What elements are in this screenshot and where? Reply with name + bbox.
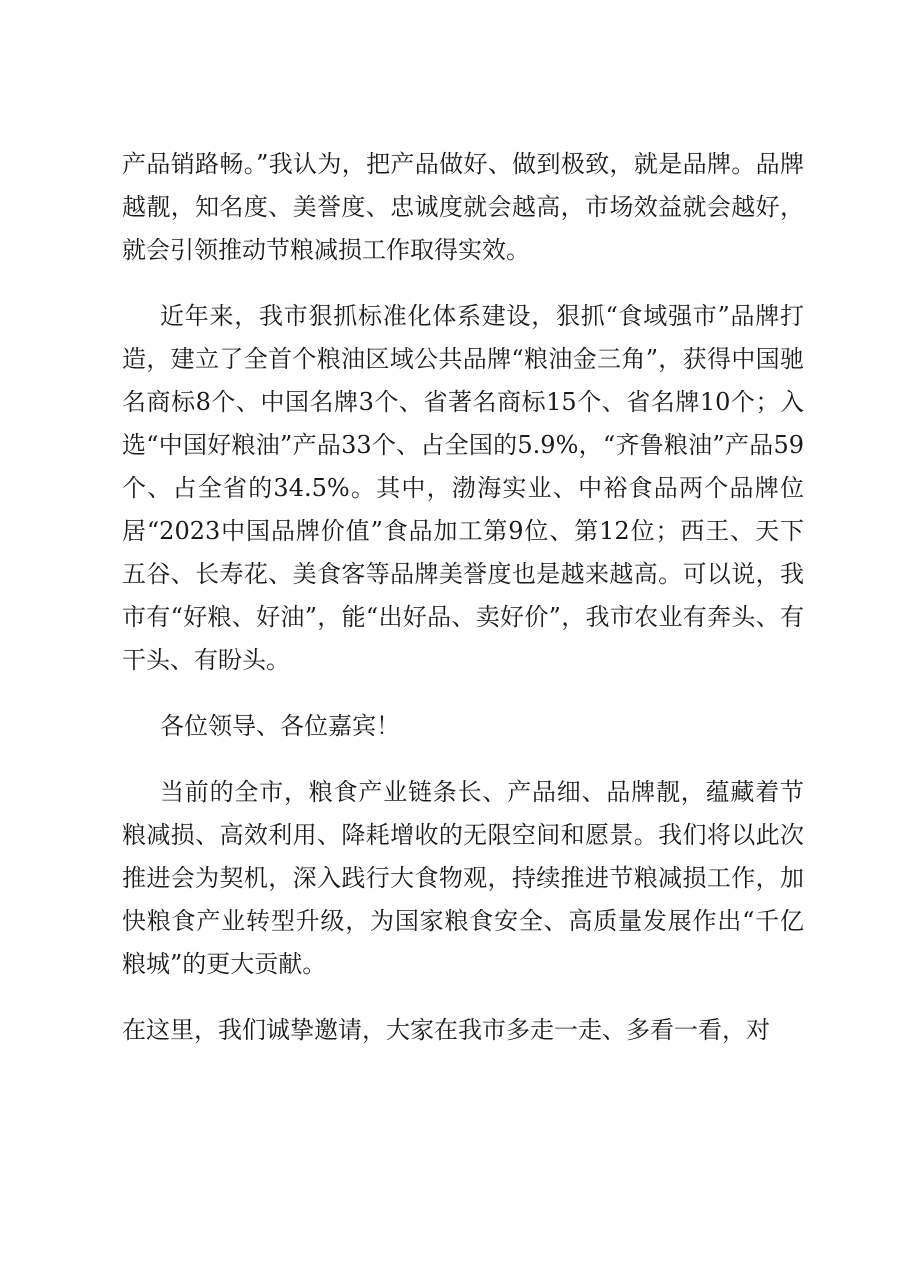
paragraph-continuation: 产品销路畅。”我认为，把产品做好、做到极致，就是品牌。品牌越靓，知名度、美誉度、忠诚度就会越高，市场效益就会越好，就会引领推动节粮减损工作取得实效。 xyxy=(122,150,804,264)
paragraph-invitation: 在这里，我们诚挚邀请，大家在我市多走一走、多看一看，对 xyxy=(122,1016,770,1044)
paragraph-brand-achievements: 近年来，我市狠抓标准化体系建设，狠抓“食域强市”品牌打造，建立了全首个粮油区域公共品牌“粮油金三角”，获得中国驰名商标8个、中国名牌3个、省著名商标15个、省名牌10个；入选“中国好粮油”产品33个、占全国的5.9%，“齐鲁粮油”产品59个、占全省的34.5%。其中，渤海实业、中裕食品两个品牌位居“2023中国品牌价值”食品加工第9位、第12位；西王、天下五谷、长寿花、美食客等品牌美誉度也是越来越高。可以说，我市有“好粮、好油”，能“出好品、卖好价”，我市农业有奔头、有干头、有盼头。 xyxy=(122,302,804,674)
paragraph-salutation: 各位领导、各位嘉宾！ xyxy=(160,712,400,740)
document-body xyxy=(122,143,804,1052)
paragraph-outlook: 当前的全市，粮食产业链条长、产品细、品牌靓，蕴藏着节粮减损、高效利用、降耗增收的无限空间和愿景。我们将以此次推进会为契机，深入践行大食物观，持续推进节粮减损工作，加快粮食产业转型升级，为国家粮食安全、高质量发展作出“千亿粮城”的更大贡献。 xyxy=(122,778,804,978)
